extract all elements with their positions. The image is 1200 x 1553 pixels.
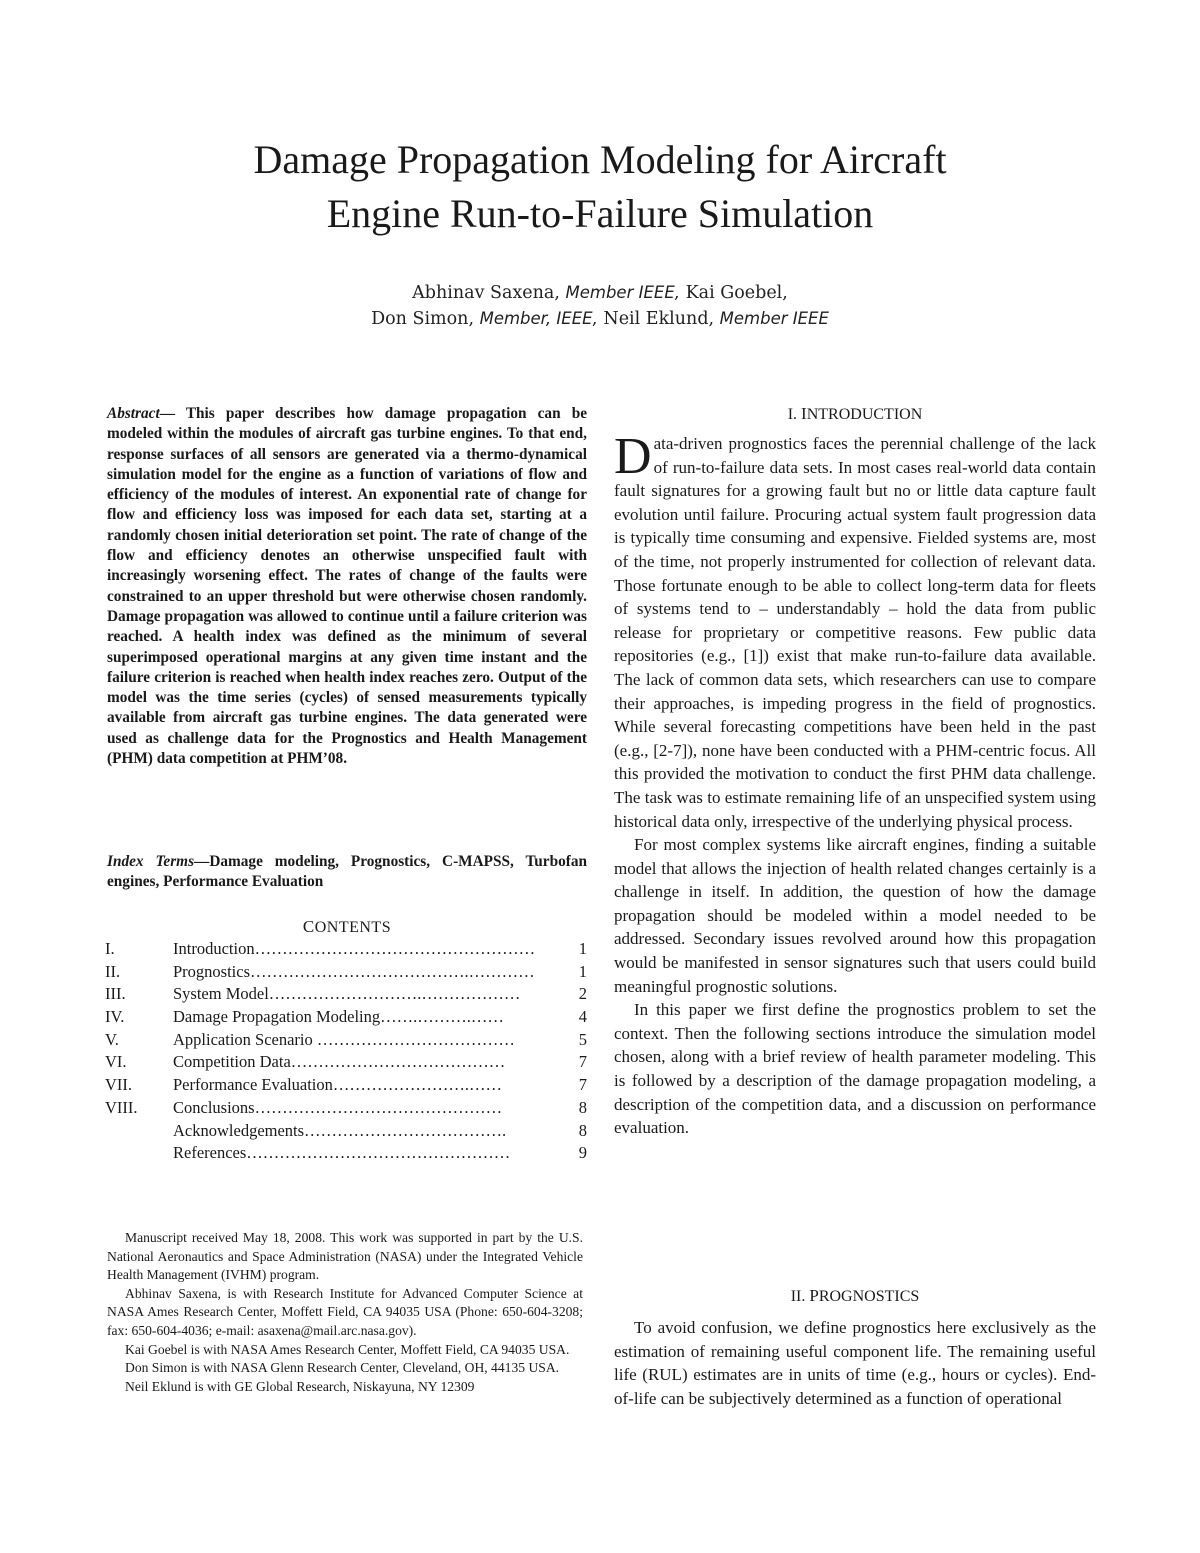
toc-page-number: 8 <box>578 1120 587 1140</box>
contents-heading <box>107 917 587 937</box>
toc-page-number: 5 <box>578 1029 587 1049</box>
toc-row <box>105 1120 585 1143</box>
toc-title: Acknowledgements………………………………. <box>173 1120 507 1140</box>
paragraph <box>614 428 1096 833</box>
footnote-author-3: Don Simon is with NASA Glenn Research Center, Cleveland, OH, 44135 USA. <box>125 1360 560 1376</box>
section-heading-initial: I <box>801 404 807 423</box>
toc-page-number: 8 <box>578 1097 587 1117</box>
toc-title: Damage Propagation Modeling…….……….…… <box>173 1007 504 1027</box>
author-role: Member IEEE, <box>565 283 681 302</box>
author-line-1 <box>0 280 1200 306</box>
footnote-author-4: Neil Eklund is with GE Global Research, Niskayuna, NY 12309 <box>125 1378 475 1394</box>
toc-row <box>105 1006 585 1029</box>
paragraph-text: ata-driven prognostics faces the perennial challenge of the lack of run-to-failure data sets. In most cases real-world data contain fault signatures for a growing fault but no or little data capture fault evolution until failure. Procuring actual system fault progression data is typically time consuming and expensive. Fielded systems are, most of the time, not properly instrumented for collection of relevant data. Those fortunate enough to be able to collect long-term data for fleets of systems tend to – understandably – hold the data from public release for proprietary or competitive reasons. Few public data repositories (e.g., [1]) exist that make run-to-failure data available. The lack of common data sets, which researchers can use to compare their approaches, is impeding progress in the field of prognostics. While several forecasting competitions have been held in the past (e.g., [2-7]), none have been conducted with a PHM-centric focus. All this provided the motivation to conduct the first PHM data challenge. The task was to estimate remaining life of an unspecified system using historical data only, irrespective of the underlying physical process. <box>614 434 1096 831</box>
footnote <box>107 1229 583 1396</box>
toc-number: IV. <box>105 1007 125 1027</box>
toc-title: Competition Data………………………………… <box>173 1052 506 1072</box>
toc-page-number: 1 <box>578 961 587 981</box>
index-terms <box>107 852 587 893</box>
toc-number: III. <box>105 984 126 1004</box>
toc-number: VI. <box>105 1052 127 1072</box>
paragraph: For most complex systems like aircraft engines, finding a suitable model that allows the injection of health related changes certainly is a challenge in itself. In addition, the question of how the damage propagation should be modeled within a model needed to be addressed. Secondary issues revolved around how this propagation would be manifested in sensor signatures such that users could build meaningful prognostic solutions. <box>614 835 1096 996</box>
title-line-1: Damage Propagation Modeling for Aircraft <box>253 137 947 182</box>
drop-cap: D <box>614 428 652 485</box>
title-line-2: Engine Run-to-Failure Simulation <box>326 191 874 236</box>
toc-number: II. <box>105 961 121 981</box>
toc-page-number: 7 <box>578 1052 587 1072</box>
prognostics-text <box>614 1316 1096 1410</box>
toc-title: Conclusions……………………………………… <box>173 1097 503 1117</box>
author-line-2 <box>0 306 1200 332</box>
footnote-author-2: Kai Goebel is with NASA Ames Research Center, Moffett Field, CA 94035 USA. <box>125 1341 570 1357</box>
toc-row <box>105 1051 585 1074</box>
author-name: Neil Eklund, <box>597 309 720 329</box>
toc-title: Application Scenario ……………………………… <box>173 1029 515 1049</box>
toc-row <box>105 983 585 1006</box>
author-role: Member IEEE <box>719 309 829 328</box>
author-name: Kai Goebel, <box>680 283 788 303</box>
footnote-manuscript: Manuscript received May 18, 2008. This work was supported in part by the U.S. National Aeronautics and Space Administration (NASA) under the Integrated Vehicle Health Management (IVHM) program. <box>107 1230 583 1283</box>
footnote-author-1: Abhinav Saxena, is with Research Institute for Advanced Computer Science at NASA Ames Research Center, Moffett Field, CA 94035 USA (Phone: 650-604-3208; fax: 650-604-4036; e-mail: asaxena@mail.arc.nasa.gov). <box>107 1285 583 1338</box>
introduction-text <box>614 428 1096 1140</box>
index-terms-lead: Index Terms <box>107 853 195 870</box>
section-heading-prognostics <box>614 1286 1096 1306</box>
toc-title: References………………………………………… <box>173 1143 511 1163</box>
toc-page-number: 2 <box>578 984 587 1004</box>
paper-title <box>0 133 1200 241</box>
author-block <box>0 280 1200 332</box>
paragraph: In this paper we first define the prognostics problem to set the context. Then the following sections introduce the simulation model chosen, along with a brief review of health parameter modeling. This is followed by a description of the damage propagation modeling, a description of the competition data, and a discussion on performance evaluation. <box>614 1000 1096 1138</box>
abstract-body: — This paper describes how damage propagation can be modeled within the modules of aircraft gas turbine engines. To that end, response surfaces of all sensors are generated via a thermo-dynamical simulation model for the engine as a function of variations of flow and efficiency of the modules of interest. An exponential rate of change for flow and efficiency loss was imposed for each data set, starting at a randomly chosen initial deterioration set point. The rate of change of the flow and efficiency denotes an otherwise unspecified fault with increasingly worsening effect. The rates of change of the faults were constrained to an upper threshold but were otherwise chosen randomly. Damage propagation was allowed to continue until a failure criterion was reached. A health index was defined as the minimum of several superimposed operational margins at any given time instant and the failure criterion is reached when health index reaches zero. Output of the model was the time series (cycles) of sensed measurements typically available from aircraft gas turbine engines. The data generated were used as challenge data for the Prognostics and Health Management (PHM) data competition at PHM’08. <box>107 405 587 768</box>
toc-number: VIII. <box>105 1097 138 1117</box>
section-heading-introduction <box>614 404 1096 424</box>
toc-number: I. <box>105 939 115 958</box>
section-heading-rest: NTRODUCTION <box>806 406 923 423</box>
paragraph: To avoid confusion, we define prognostics here exclusively as the estimation of remaining useful component life. The remaining useful life (RUL) estimates are in units of time (e.g., hours or cycles). End-of-life can be subjectively determined as a function of operational <box>614 1318 1096 1408</box>
index-terms-body: —Damage modeling, Prognostics, C-MAPSS, Turbofan engines, Performance Evaluation <box>107 853 587 891</box>
section-number: I. <box>787 406 802 423</box>
toc-row <box>105 1097 585 1120</box>
author-name: Don Simon, <box>371 309 480 329</box>
contents-heading-initial: C <box>302 917 315 936</box>
toc-row <box>105 938 585 961</box>
abstract-lead: Abstract <box>107 405 160 422</box>
author-role: Member, IEEE, <box>479 309 598 328</box>
toc-page-number: 1 <box>578 939 587 958</box>
toc-row <box>105 1074 585 1097</box>
section-heading-rest: ROGNOSTICS <box>818 1288 920 1305</box>
toc-title: Performance Evaluation…………………….…… <box>173 1075 503 1095</box>
toc-row <box>105 961 585 984</box>
toc-row <box>105 1142 585 1165</box>
author-name: Abhinav Saxena, <box>412 283 566 303</box>
toc-row <box>105 1029 585 1052</box>
abstract <box>107 404 587 769</box>
section-number: II. <box>790 1288 810 1305</box>
section-heading-initial: P <box>809 1286 819 1305</box>
toc-number: VII. <box>105 1075 133 1095</box>
toc-title: Introduction…………………………………………… <box>173 939 536 958</box>
toc-page-number: 9 <box>578 1143 587 1163</box>
toc-title: Prognostics………………………………….………… <box>173 961 535 981</box>
toc-page-number: 7 <box>578 1075 587 1095</box>
contents-heading-rest: ONTENTS <box>314 919 392 936</box>
toc-title: System Model……………………….……………… <box>173 984 521 1004</box>
toc-page-number: 4 <box>578 1007 587 1027</box>
toc-number: V. <box>105 1029 119 1049</box>
table-of-contents <box>105 938 585 1165</box>
